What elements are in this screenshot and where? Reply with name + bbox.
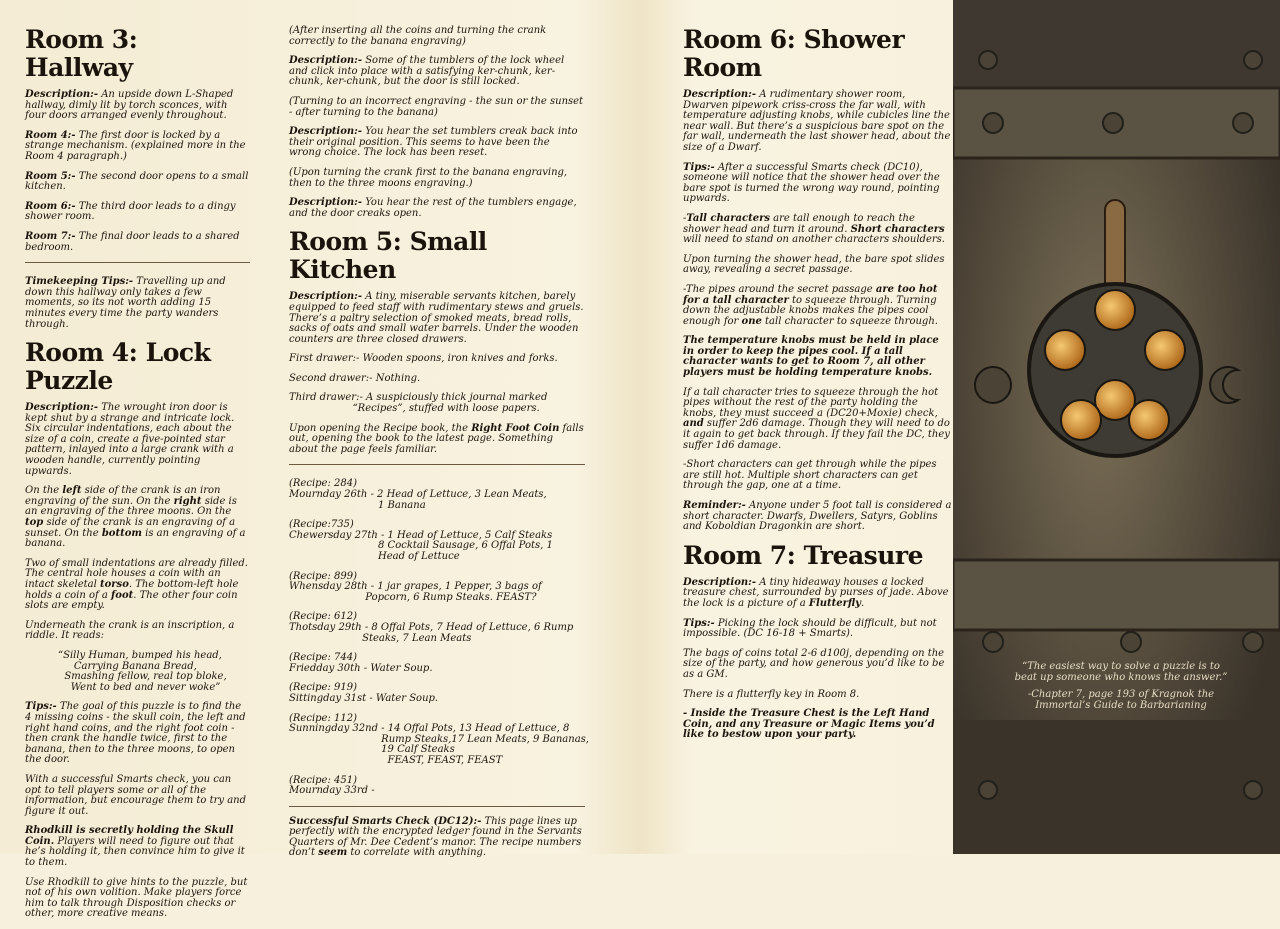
incorrect-note: (Turning to an incorrect engraving - the sun or the sunset - after turning to the banana) xyxy=(289,95,584,118)
riddle-line: Went to bed and never woke” xyxy=(58,681,221,693)
recipe-line: (Recipe: 112) xyxy=(289,712,358,724)
recipe-line: Steaks, 7 Lean Meats xyxy=(289,632,472,644)
room6-squeeze: If a tall character tries to squeeze through the hot pipes without the rest of the party holding the knobs, they must succeed a (DC20+Moxie) check, and suffer 2d6 damage. Though they will need to do it again to get back through. If they fail the DC, they suffer 1d6 damage. xyxy=(683,386,950,451)
room7-bags: The bags of coins total 2-6 d100j, depending on the size of the party, and how generous you’d like to be as a GM. xyxy=(683,647,945,680)
recipe-line: Rump Steaks,17 Lean Meats, 9 Bananas, xyxy=(289,733,589,745)
lock-description-1: Description:- Some of the tumblers of the lock wheel and click into place with a satisfying ker-chunk, ker-chunk, ker-chunk, but the door is still locked. xyxy=(289,55,565,88)
recipe-entry xyxy=(289,520,585,562)
room7-tips: Tips:- Picking the lock should be difficult, but not impossible. (DC 16-18 + Smarts). xyxy=(683,617,937,640)
recipe-line: Sunningday 32nd - 14 Offal Pots, 13 Head of Lettuce, 8 xyxy=(289,723,570,735)
recipe-line: (Recipe: 744) xyxy=(289,652,358,664)
divider xyxy=(289,806,585,807)
right-column xyxy=(683,22,953,750)
recipe-list xyxy=(289,478,589,797)
room3-room5-note: Room 5:- The second door opens to a small kitchen. xyxy=(25,170,249,193)
recipe-entry xyxy=(289,683,585,704)
riddle-line: “Silly Human, bumped his head, xyxy=(58,649,222,661)
room4-title: Room 4: Lock Puzzle xyxy=(25,338,211,396)
room6-tall: -Tall characters are tall enough to reach the shower head and turn it around. Short characters will need to stand on another characters shoulders. xyxy=(683,212,945,246)
lock-description-2: Description:- You hear the set tumblers creak back into their original position. This seems to have been the wrong choice. The lock has been reset. xyxy=(289,126,578,159)
lock-description-3: Description:- You hear the rest of the tumblers engage, and the door creaks open. xyxy=(289,197,577,219)
lock-illustration xyxy=(953,0,1280,854)
room3-room7-note: Room 7:- The final door leads to a shared bedroom. xyxy=(25,230,240,253)
room7-inside: - Inside the Treasure Chest is the Left Hand Coin, and any Treasure or Magic Items you’d like to bestow upon your party. xyxy=(683,708,935,741)
after-coins-note: (After inserting all the coins and turning the crank correctly to the banana engraving) xyxy=(289,25,547,47)
recipe-entry xyxy=(289,776,585,797)
room6-tips: Tips:- After a successful Smarts check (DC10), someone will notice that the shower head over the bare spot is turned the wrong way round, pointing upwards. xyxy=(683,161,940,205)
timekeeping-tips: Timekeeping Tips:- Travelling up and down this hallway only takes a few moments, so its not worth adding 15 minutes every time the party wanders through. xyxy=(25,276,226,330)
room4-tips: Tips:- The goal of this puzzle is to find the 4 missing coins - the skull coin, the left and right hand coins, and the right foot coin - then crank the handle twice, first to the banana, then to the three moons, to open the door. xyxy=(25,701,246,766)
room6-pipes: -The pipes around the secret passage are too hot for a tall character to squeeze through. Turning down the adjustable knobs makes the pipes cool enough for one tall character to squeeze through. xyxy=(683,283,938,327)
recipe-line: Friedday 30th - Water Soup. xyxy=(289,662,433,674)
riddle xyxy=(25,651,250,693)
quote-text: “The easiest way to solve a puzzle is to beat up someone who knows the answer.” xyxy=(1014,661,1228,683)
right-page xyxy=(640,0,1280,854)
recipe-line: Whensday 28th - 1 jar grapes, 1 Pepper, 3 bags of xyxy=(289,581,542,593)
left-column xyxy=(25,22,250,929)
left-page xyxy=(0,0,640,920)
riddle-line: Carrying Banana Bread, xyxy=(58,660,197,672)
room6-upon: Upon turning the shower head, the bare spot slides away, revealing a secret passage. xyxy=(683,253,945,276)
quote-block xyxy=(1010,661,1232,717)
recipe-entry xyxy=(289,612,585,644)
room3-room4-note: Room 4:- The first door is locked by a strange mechanism. (explained more in the Room 4 paragraph.) xyxy=(25,129,246,162)
room3-description: Description:- An upside down L-Shaped hallway, dimly lit by torch sconces, with four doors arranged evenly throughout. xyxy=(25,89,234,122)
drawer-1: First drawer:- Wooden spoons, iron knives and forks. xyxy=(289,353,558,365)
lock-artwork xyxy=(953,0,1280,854)
room4-hints: Use Rhodkill to give hints to the puzzle, but not of his own volition. Make players force him to talk through Disposition checks or other, more creative means. xyxy=(25,876,248,920)
recipe-line: (Recipe: 451) xyxy=(289,774,358,786)
room3-title: Room 3: Hallway xyxy=(25,25,138,82)
recipe-entry xyxy=(289,712,589,767)
room6-short: -Short characters can get through while the pipes are still hot. Multiple short characters can get through the gap, one at a time. xyxy=(683,459,937,492)
room7-title: Room 7: Treasure xyxy=(683,540,923,570)
recipe-book-note: Upon opening the Recipe book, the Right Foot Coin falls out, opening the book to the latest page. Something about the page feels familiar. xyxy=(289,422,584,455)
recipe-line: 1 Banana xyxy=(289,499,426,511)
recipe-entry xyxy=(289,479,585,511)
recipe-line: Sittingday 31st - Water Soup. xyxy=(289,692,439,704)
drawer-2: Second drawer:- Nothing. xyxy=(289,372,421,384)
room6-knobs: The temperature knobs must be held in place in order to keep the pipes cool. If a tall character wants to get to Room 7, all other players must be holding temperature knobs. xyxy=(683,335,939,379)
divider xyxy=(25,262,250,263)
room7-key: There is a flutterfly key in Room 8. xyxy=(683,688,860,700)
middle-column xyxy=(289,25,589,868)
room6-reminder: Reminder:- Anyone under 5 foot tall is considered a short character. Dwarfs, Dwellers, Satyrs, Goblins and Koboldian Dragonkin are short. xyxy=(683,500,952,533)
room6-description: Description:- A rudimentary shower room, Dwarven pipework criss-cross the far wall, with temperature adjusting knobs, while cubicles line the near wall. But there’s a suspicious bare spot on the far wall, underneath the last shower head, about the size of a Dwarf. xyxy=(683,89,951,153)
room5-title: Room 5: Small Kitchen xyxy=(289,227,487,285)
divider xyxy=(289,464,585,465)
room5-description: Description:- A tiny, miserable servants kitchen, barely equipped to feed staff with rudimentary stews and gruels. There’s a paltry selection of smoked meats, bread rolls, sacks of oats and small water barrels. Under the wooden counters are three closed drawers. xyxy=(289,291,584,345)
recipe-line: Popcorn, 6 Rump Steaks. FEAST? xyxy=(289,591,537,603)
recipe-line: (Recipe: 919) xyxy=(289,682,358,694)
successful-smarts-check: Successful Smarts Check (DC12):- This page lines up perfectly with the encrypted ledger found in the Servants Quarters of Mr. Dee Cedent’s manor. The recipe numbers don’t seem to correlate with anything. xyxy=(289,815,582,859)
room4-smarts: With a successful Smarts check, you can opt to tell players some or all of the information, but encourage them to try and figure it out. xyxy=(25,773,247,817)
room4-coins: Two of small indentations are already filled. The central hole houses a coin with an intact skeletal torso. The bottom-left hole holds a coin of a foot. The other four coin slots are empty. xyxy=(25,557,248,612)
quote-source: -Chapter 7, page 193 of Kragnok the Immortal’s Guide to Barbarianing xyxy=(1027,689,1215,711)
room7-description: Description:- A tiny hideaway houses a locked treasure chest, surrounded by purses of jade. Above the lock is a picture of a Flutterfly. xyxy=(683,576,949,609)
recipe-entry xyxy=(289,572,585,604)
recipe-line: 8 Cocktail Sausage, 6 Offal Pots, 1 xyxy=(289,540,553,552)
recipe-line: Head of Lettuce xyxy=(289,551,460,562)
room6-title: Room 6: Shower Room xyxy=(683,25,905,82)
recipe-line: 19 Calf Steaks xyxy=(289,744,455,756)
recipe-line: Thotsday 29th - 8 Offal Pots, 7 Head of Lettuce, 6 Rump xyxy=(289,621,574,633)
recipe-line: Chewersday 27th - 1 Head of Lettuce, 5 Calf Steaks xyxy=(289,529,553,541)
recipe-line: Mournday 26th - 2 Head of Lettuce, 3 Lean Meats, xyxy=(289,489,547,501)
recipe-line: (Recipe: 284) xyxy=(289,478,358,490)
drawer-3: Third drawer:- A suspiciously thick journal marked “Recipes”, stuffed with loose papers. xyxy=(289,392,548,415)
room4-description: Description:- The wrought iron door is kept shut by a strange and intricate lock. Six circular indentations, each about the size of a coin, create a five-pointed star pattern, inlayed into a large crank with a wooden handle, currently pointing upwards. xyxy=(25,402,235,477)
recipe-line: Mournday 33rd - xyxy=(289,785,375,797)
room4-inscription: Underneath the crank is an inscription, a riddle. It reads: xyxy=(25,619,235,642)
recipe-entry xyxy=(289,653,585,674)
recipe-line: (Recipe: 899) xyxy=(289,570,358,582)
room4-rhodkill: Rhodkill is secretly holding the Skull Coin. Players will need to figure out that he’s holding it, then convince him to give it to them. xyxy=(25,825,245,869)
recipe-line: (Recipe: 612) xyxy=(289,611,358,623)
upon-note: (Upon turning the crank first to the banana engraving, then to the three moons engraving.) xyxy=(289,166,568,189)
riddle-line: Smashing fellow, real top bloke, xyxy=(58,671,227,683)
recipe-line: FEAST, FEAST, FEAST xyxy=(289,754,503,766)
recipe-line: (Recipe:735) xyxy=(289,519,354,531)
room4-engravings: On the left side of the crank is an iron engraving of the sun. On the right side is an engraving of the three moons. On the top side of the crank is an engraving of a sunset. On the bottom is an engraving of a banana. xyxy=(25,485,246,550)
room3-room6-note: Room 6:- The third door leads to a dingy shower room. xyxy=(25,200,236,223)
